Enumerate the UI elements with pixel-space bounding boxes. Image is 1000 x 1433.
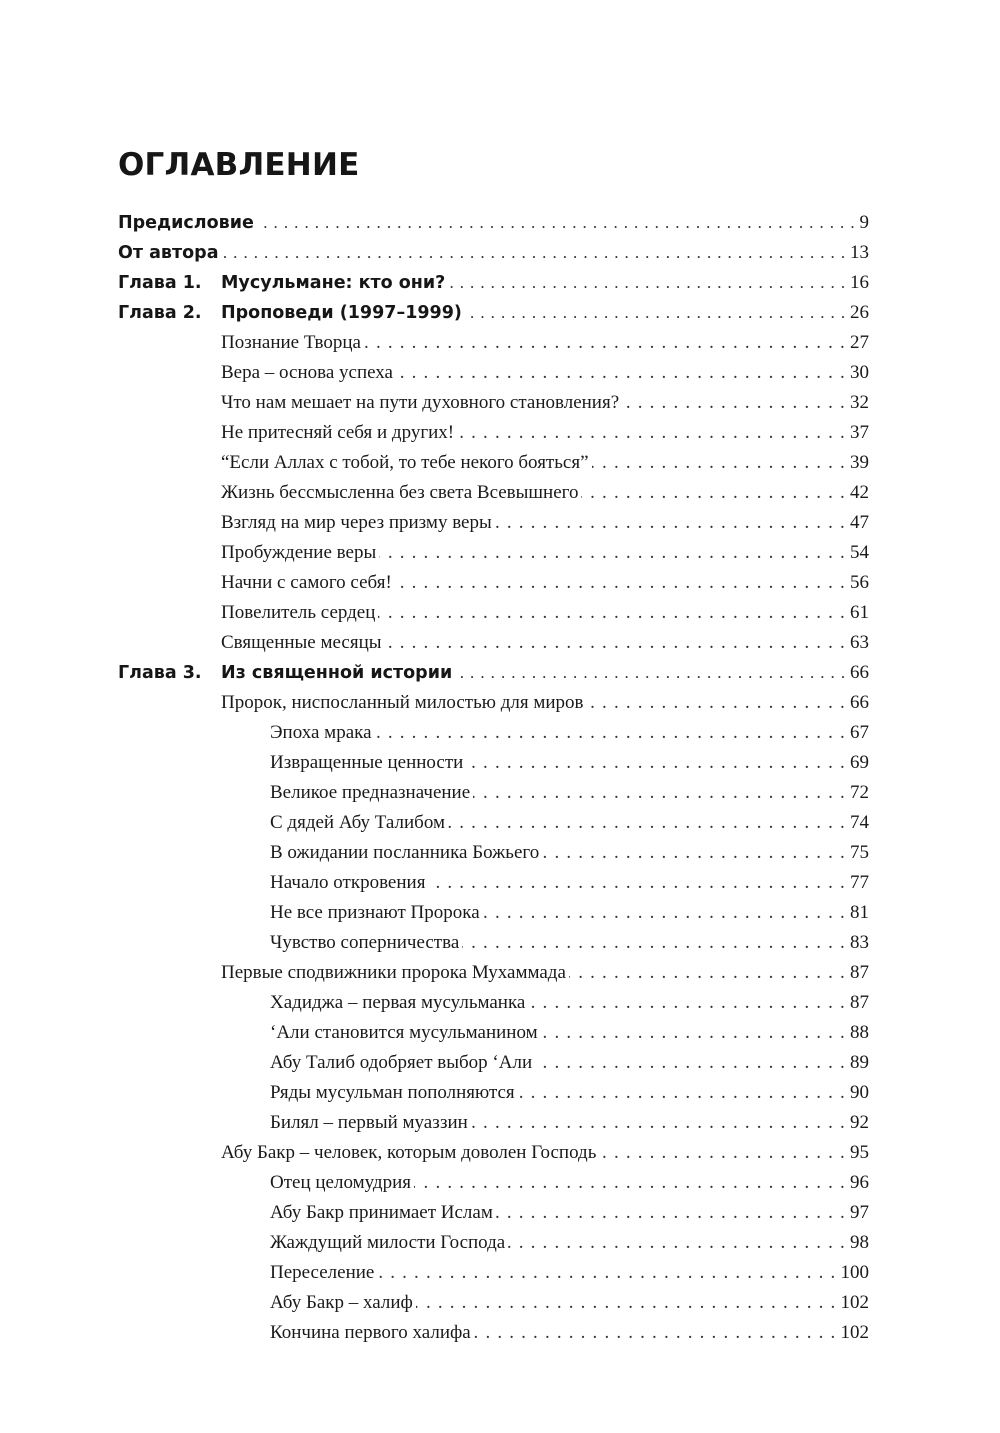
toc-entry-title: Абу Бакр – человек, которым доволен Господь bbox=[221, 1142, 597, 1163]
toc-subentry[interactable] bbox=[0, 1258, 1000, 1288]
dot-leader bbox=[457, 418, 846, 448]
toc-entry-page: 47 bbox=[850, 512, 869, 533]
table-of-contents bbox=[0, 208, 1000, 1348]
toc-entry-page: 83 bbox=[850, 932, 869, 953]
toc-entry-page: 61 bbox=[850, 602, 869, 623]
toc-entry-from-author[interactable] bbox=[0, 238, 1000, 268]
toc-entry-title: Эпоха мрака bbox=[270, 722, 372, 743]
toc-subentry[interactable] bbox=[0, 928, 1000, 958]
toc-entry-page: 74 bbox=[850, 812, 869, 833]
dot-leader bbox=[364, 328, 846, 358]
toc-entry-title: Абу Талиб одобряет выбор ‘Али bbox=[270, 1052, 533, 1073]
toc-entry-title: В ожидании посланника Божьего bbox=[270, 842, 540, 863]
toc-subentry[interactable] bbox=[0, 1078, 1000, 1108]
toc-subentry[interactable] bbox=[0, 748, 1000, 778]
dot-leader bbox=[622, 388, 846, 418]
toc-entry-page: 72 bbox=[850, 782, 869, 803]
toc-entry-page: 87 bbox=[850, 992, 869, 1013]
toc-entry-page: 66 bbox=[850, 662, 869, 683]
toc-entry[interactable] bbox=[0, 448, 1000, 478]
toc-entry-title: Не все признают Пророка bbox=[270, 902, 480, 923]
toc-heading: ОГЛАВЛЕНИЕ bbox=[118, 147, 360, 183]
chapter-label: Глава 2. bbox=[118, 303, 202, 323]
dot-leader bbox=[535, 1048, 846, 1078]
toc-subentry[interactable] bbox=[0, 838, 1000, 868]
toc-entry[interactable] bbox=[0, 688, 1000, 718]
toc-entry-title: С дядей Абу Талибом bbox=[270, 812, 446, 833]
toc-entry-page: 30 bbox=[850, 362, 869, 383]
toc-subentry[interactable] bbox=[0, 1048, 1000, 1078]
toc-entry-page: 92 bbox=[850, 1112, 869, 1133]
dot-leader bbox=[222, 238, 847, 268]
toc-subentry[interactable] bbox=[0, 988, 1000, 1018]
toc-entry-page: 102 bbox=[840, 1292, 869, 1313]
toc-entry-page: 75 bbox=[850, 842, 869, 863]
toc-entry-page: 95 bbox=[850, 1142, 869, 1163]
toc-entry-preface[interactable] bbox=[0, 208, 1000, 238]
toc-entry-page: 87 bbox=[850, 962, 869, 983]
toc-entry-title: Чувство соперничества bbox=[270, 932, 460, 953]
toc-entry[interactable] bbox=[0, 508, 1000, 538]
toc-subentry[interactable] bbox=[0, 868, 1000, 898]
toc-entry-title: От автора bbox=[118, 243, 219, 263]
dot-leader bbox=[471, 1108, 846, 1138]
toc-entry-title: Ряды мусульман пополняются bbox=[270, 1082, 515, 1103]
dot-leader bbox=[414, 1168, 846, 1198]
toc-subentry[interactable] bbox=[0, 1318, 1000, 1348]
toc-subentry[interactable] bbox=[0, 1198, 1000, 1228]
toc-entry-page: 98 bbox=[850, 1232, 869, 1253]
toc-entry[interactable] bbox=[0, 958, 1000, 988]
dot-leader bbox=[465, 298, 846, 328]
toc-entry-title: Что нам мешает на пути духовного становления? bbox=[221, 392, 620, 413]
dot-leader bbox=[448, 808, 846, 838]
toc-entry-page: 69 bbox=[850, 752, 869, 773]
toc-subentry[interactable] bbox=[0, 1108, 1000, 1138]
toc-entry-page: 100 bbox=[840, 1262, 869, 1283]
dot-leader bbox=[483, 898, 846, 928]
toc-entry[interactable] bbox=[0, 388, 1000, 418]
toc-entry-title: Предисловие bbox=[118, 213, 254, 233]
toc-entry-page: 13 bbox=[850, 242, 869, 263]
toc-entry-title: Священные месяцы bbox=[221, 632, 382, 653]
dot-leader bbox=[428, 868, 846, 898]
toc-entry-title: Извращенные ценности bbox=[270, 752, 464, 773]
dot-leader bbox=[396, 358, 846, 388]
dot-leader bbox=[587, 688, 846, 718]
toc-entry[interactable] bbox=[0, 538, 1000, 568]
toc-entry[interactable] bbox=[0, 358, 1000, 388]
toc-entry[interactable] bbox=[0, 418, 1000, 448]
toc-entry[interactable] bbox=[0, 628, 1000, 658]
dot-leader bbox=[542, 838, 846, 868]
toc-entry-title: Билял – первый муаззин bbox=[270, 1112, 468, 1133]
dot-leader bbox=[528, 988, 846, 1018]
toc-entry-page: 81 bbox=[850, 902, 869, 923]
toc-entry-title: Переселение bbox=[270, 1262, 375, 1283]
toc-entry[interactable] bbox=[0, 328, 1000, 358]
toc-entry-title: Из священной истории bbox=[221, 663, 453, 683]
toc-entry[interactable] bbox=[0, 568, 1000, 598]
toc-subentry[interactable] bbox=[0, 718, 1000, 748]
dot-leader bbox=[462, 928, 846, 958]
toc-entry-page: 63 bbox=[850, 632, 869, 653]
toc-entry-chapter-2[interactable] bbox=[0, 298, 1000, 328]
dot-leader bbox=[416, 1288, 837, 1318]
dot-leader bbox=[518, 1078, 846, 1108]
dot-leader bbox=[455, 658, 846, 688]
toc-entry-title: Мусульмане: кто они? bbox=[221, 273, 446, 293]
toc-entry-page: 26 bbox=[850, 302, 869, 323]
toc-entry-page: 89 bbox=[850, 1052, 869, 1073]
dot-leader bbox=[257, 208, 856, 238]
toc-entry-page: 77 bbox=[850, 872, 869, 893]
toc-entry-title: Повелитель сердец bbox=[221, 602, 376, 623]
toc-entry-title: Отец целомудрия bbox=[270, 1172, 411, 1193]
toc-entry-page: 102 bbox=[840, 1322, 869, 1343]
toc-entry-title: Познание Творца bbox=[221, 332, 361, 353]
toc-entry-title: Великое предназначение bbox=[270, 782, 471, 803]
toc-entry-title: “Если Аллах с тобой, то тебе некого бояться” bbox=[221, 452, 589, 473]
toc-entry-page: 27 bbox=[850, 332, 869, 353]
dot-leader bbox=[379, 538, 846, 568]
dot-leader bbox=[569, 958, 846, 988]
dot-leader bbox=[378, 598, 846, 628]
toc-entry-page: 97 bbox=[850, 1202, 869, 1223]
toc-entry-page: 67 bbox=[850, 722, 869, 743]
toc-entry-page: 37 bbox=[850, 422, 869, 443]
toc-entry-page: 39 bbox=[850, 452, 869, 473]
toc-entry-title: Начало откровения bbox=[270, 872, 426, 893]
dot-leader bbox=[466, 748, 846, 778]
toc-subentry[interactable] bbox=[0, 778, 1000, 808]
toc-entry-title: Начни с самого себя! bbox=[221, 572, 392, 593]
toc-entry[interactable] bbox=[0, 478, 1000, 508]
dot-leader bbox=[599, 1138, 846, 1168]
chapter-label: Глава 1. bbox=[118, 273, 202, 293]
toc-entry-title: Абу Бакр принимает Ислам bbox=[270, 1202, 493, 1223]
toc-subentry[interactable] bbox=[0, 1018, 1000, 1048]
toc-entry-page: 88 bbox=[850, 1022, 869, 1043]
toc-entry-title: Не притесняй себя и других! bbox=[221, 422, 455, 443]
toc-subentry[interactable] bbox=[0, 898, 1000, 928]
toc-entry-title: Хадиджа – первая мусульманка bbox=[270, 992, 526, 1013]
toc-entry[interactable] bbox=[0, 598, 1000, 628]
toc-entry-page: 66 bbox=[850, 692, 869, 713]
toc-entry[interactable] bbox=[0, 1138, 1000, 1168]
dot-leader bbox=[496, 1198, 846, 1228]
toc-entry-chapter-3[interactable] bbox=[0, 658, 1000, 688]
toc-entry-title: Жизнь бессмысленна без света Всевышнего bbox=[221, 482, 579, 503]
dot-leader bbox=[375, 718, 846, 748]
toc-entry-title: Пророк, ниспосланный милостью для миров bbox=[221, 692, 584, 713]
toc-entry-title: Взгляд на мир через призму веры bbox=[221, 512, 492, 533]
toc-entry-title: Кончина первого халифа bbox=[270, 1322, 471, 1343]
dot-leader bbox=[541, 1018, 846, 1048]
toc-entry-title: Жаждущий милости Господа bbox=[270, 1232, 506, 1253]
dot-leader bbox=[581, 478, 846, 508]
toc-subentry[interactable] bbox=[0, 1288, 1000, 1318]
dot-leader bbox=[385, 628, 846, 658]
toc-entry-page: 96 bbox=[850, 1172, 869, 1193]
toc-subentry[interactable] bbox=[0, 1168, 1000, 1198]
toc-entry-page: 16 bbox=[850, 272, 869, 293]
dot-leader bbox=[448, 268, 846, 298]
toc-entry-page: 42 bbox=[850, 482, 869, 503]
toc-entry-title: Абу Бакр – халиф bbox=[270, 1292, 413, 1313]
dot-leader bbox=[495, 508, 846, 538]
toc-entry-title: Пробуждение веры bbox=[221, 542, 377, 563]
dot-leader bbox=[592, 448, 846, 478]
toc-subentry[interactable] bbox=[0, 808, 1000, 838]
dot-leader bbox=[395, 568, 846, 598]
toc-entry-page: 32 bbox=[850, 392, 869, 413]
toc-entry-page: 54 bbox=[850, 542, 869, 563]
toc-subentry[interactable] bbox=[0, 1228, 1000, 1258]
toc-entry-page: 90 bbox=[850, 1082, 869, 1103]
toc-entry-title: Проповеди (1997–1999) bbox=[221, 303, 462, 323]
toc-entry-title: ‘Али становится мусульманином bbox=[270, 1022, 538, 1043]
toc-entry-title: Вера – основа успеха bbox=[221, 362, 393, 383]
chapter-label: Глава 3. bbox=[118, 663, 202, 683]
dot-leader bbox=[508, 1228, 846, 1258]
dot-leader bbox=[473, 778, 846, 808]
toc-entry-page: 9 bbox=[859, 212, 869, 233]
dot-leader bbox=[377, 1258, 836, 1288]
dot-leader bbox=[474, 1318, 837, 1348]
toc-entry-chapter-1[interactable] bbox=[0, 268, 1000, 298]
toc-entry-title: Первые сподвижники пророка Мухаммада bbox=[221, 962, 566, 983]
toc-entry-page: 56 bbox=[850, 572, 869, 593]
